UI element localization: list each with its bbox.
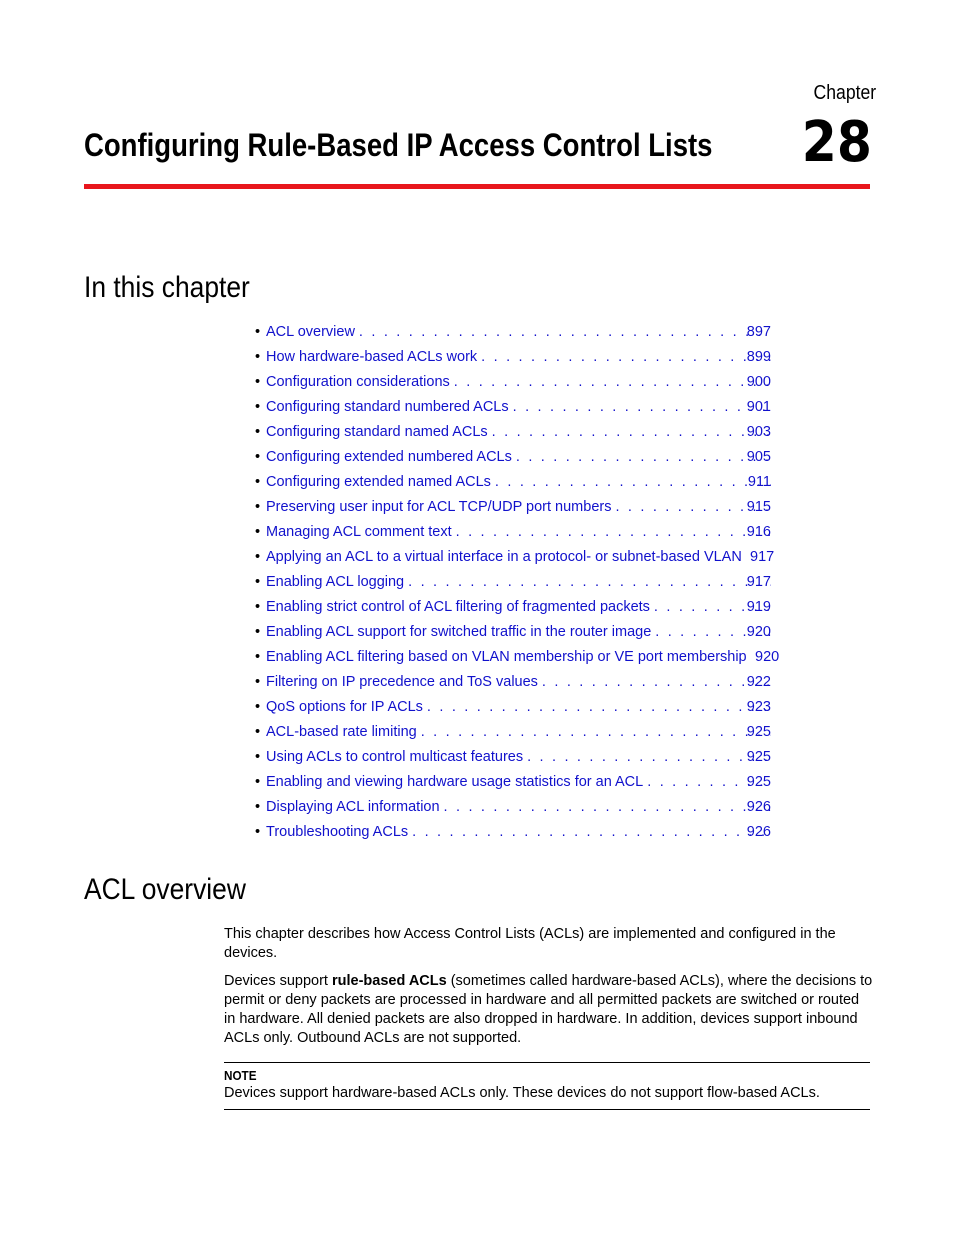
toc-link[interactable] [266,345,771,370]
toc-item-text: • QoS options for IP ACLs [266,699,423,715]
toc-item[interactable] [255,420,795,445]
chapter-title: Configuring Rule-Based IP Access Control Lists [84,127,713,163]
toc-page-number[interactable]: 922 [746,674,771,690]
toc-item-text: • Using ACLs to control multicast features [266,749,524,765]
toc-item-text: • ACL overview [266,324,355,340]
toc-page-number[interactable]: 926 [746,799,771,815]
toc-item[interactable] [255,620,795,645]
toc-item-text: • Troubleshooting ACLs [266,824,409,840]
toc-link[interactable] [266,420,771,445]
toc-page-number[interactable]: 903 [746,424,771,440]
toc-dot-leader [513,395,771,420]
toc-item[interactable] [255,320,795,345]
toc-item-text: • Configuring standard numbered ACLs [266,399,509,415]
toc-link[interactable] [266,570,771,595]
toc-page-number[interactable]: 920 [746,624,771,640]
toc-item-text: • Managing ACL comment text [266,524,452,540]
toc-item[interactable] [255,770,795,795]
toc-page-number[interactable]: 915 [746,499,771,515]
toc-item-text: • How hardware-based ACLs work [266,349,478,365]
toc-dot-leader [527,745,771,770]
toc-page-number[interactable]: 925 [746,774,771,790]
toc-page-number[interactable]: 925 [746,749,771,765]
toc-item-text: • Enabling ACL filtering based on VLAN membership or VE port membership [266,649,747,665]
toc-item-text: • Configuration considerations [266,374,450,390]
toc-dot-leader [408,570,771,595]
toc-item-text: • Configuring extended numbered ACLs [266,449,512,465]
toc-dot-leader [481,345,771,370]
toc-link[interactable] [266,470,771,495]
toc-page-number[interactable]: 901 [746,399,771,415]
toc-item[interactable] [255,795,795,820]
toc-link[interactable] [266,370,771,395]
note-label: NOTE [224,1068,257,1083]
toc-item-text: • Enabling ACL support for switched traffic in the router image [266,624,652,640]
toc-item-text: • Enabling strict control of ACL filtering of fragmented packets [266,599,650,615]
toc-link[interactable] [266,695,771,720]
toc-item[interactable] [255,570,795,595]
toc-item[interactable] [255,520,795,545]
toc-item-text: • Displaying ACL information [266,799,440,815]
p2-text-before: Devices support [224,973,332,989]
toc-dot-leader [516,445,771,470]
toc-page-number[interactable]: 905 [746,449,771,465]
title-rule [84,184,870,189]
toc-item[interactable] [255,345,795,370]
toc-link[interactable] [266,320,771,345]
toc-link[interactable] [266,520,771,545]
toc-item-text: • Configuring standard named ACLs [266,424,488,440]
toc-item[interactable] [255,445,795,470]
toc-item-text: • Enabling ACL logging [266,574,405,590]
note-box [224,1062,870,1110]
toc-link[interactable] [266,720,771,745]
toc-link[interactable] [266,545,746,570]
rule-based-acls-term: rule-based ACLs [332,973,447,989]
toc-item[interactable] [255,495,795,520]
toc-dot-leader [359,320,771,345]
toc-item[interactable] [255,670,795,695]
toc-page-number[interactable]: 899 [746,349,771,365]
toc-page-number[interactable]: 926 [746,824,771,840]
toc-link[interactable] [266,770,771,795]
toc-item-text: • Enabling and viewing hardware usage statistics for an ACL [266,774,644,790]
toc-dot-leader [444,795,771,820]
toc-link[interactable] [266,495,771,520]
acl-overview-heading: ACL overview [84,873,246,906]
overview-paragraph-2 [224,972,874,1048]
toc-item[interactable] [255,395,795,420]
toc-item[interactable] [255,595,795,620]
toc-dot-leader [427,695,771,720]
toc-page-number[interactable]: 923 [746,699,771,715]
toc-page-number[interactable]: 919 [746,599,771,615]
toc-page-number[interactable]: 920 [755,649,780,665]
toc-item[interactable] [255,645,795,670]
toc-list [255,320,795,845]
toc-link[interactable] [266,595,771,620]
toc-item-text: • Preserving user input for ACL TCP/UDP port numbers [266,499,612,515]
toc-link[interactable] [266,445,771,470]
toc-item[interactable] [255,470,795,495]
chapter-label: Chapter [813,82,876,104]
toc-item-text: • Configuring extended named ACLs [266,474,491,490]
toc-link[interactable] [266,670,771,695]
toc-link[interactable] [266,620,771,645]
toc-item-text: • ACL-based rate limiting [266,724,417,740]
toc-item-text: • Applying an ACL to a virtual interface in a protocol- or subnet-based VLAN [266,549,742,565]
toc-page-number[interactable]: 917 [750,549,775,565]
overview-paragraph-1: This chapter describes how Access Control Lists (ACLs) are implemented and configured in the devices. [224,926,836,961]
p2-text-after: (sometimes called hardware-based ACLs), where the decisions to permit or deny packets are processed in hardware and all permitted packets are switched or routed in hardware. All denied packets are also dropped in hardware. In addition, devices support inbound ACLs only. Outbound ACLs are not supported. [224,973,873,1046]
toc-dot-leader [456,520,771,545]
toc-heading: In this chapter [84,271,250,304]
toc-link[interactable] [266,745,771,770]
toc-link[interactable] [266,820,771,845]
toc-item[interactable] [255,695,795,720]
toc-item[interactable] [255,720,795,745]
chapter-number: 28 [801,110,872,175]
toc-page-number[interactable]: 916 [746,524,771,540]
toc-dot-leader [421,720,771,745]
toc-link[interactable] [266,645,751,670]
toc-page-number[interactable]: 897 [746,324,771,340]
toc-dot-leader [492,420,771,445]
toc-item[interactable] [255,370,795,395]
toc-page-number[interactable]: 900 [746,374,771,390]
toc-dot-leader [454,370,771,395]
note-text: Devices support hardware-based ACLs only. These devices do not support flow-based ACLs. [224,1085,820,1101]
toc-link[interactable] [266,395,771,420]
toc-dot-leader [412,820,771,845]
toc-item[interactable] [255,745,795,770]
toc-item-text: • Filtering on IP precedence and ToS values [266,674,538,690]
toc-item[interactable] [255,820,795,845]
toc-item[interactable] [255,545,795,570]
toc-dot-leader [495,470,771,495]
toc-page-number[interactable]: 925 [746,724,771,740]
toc-link[interactable] [266,795,771,820]
toc-page-number[interactable]: 911 [747,474,771,490]
toc-dot-leader [542,670,771,695]
toc-page-number[interactable]: 917 [746,574,771,590]
